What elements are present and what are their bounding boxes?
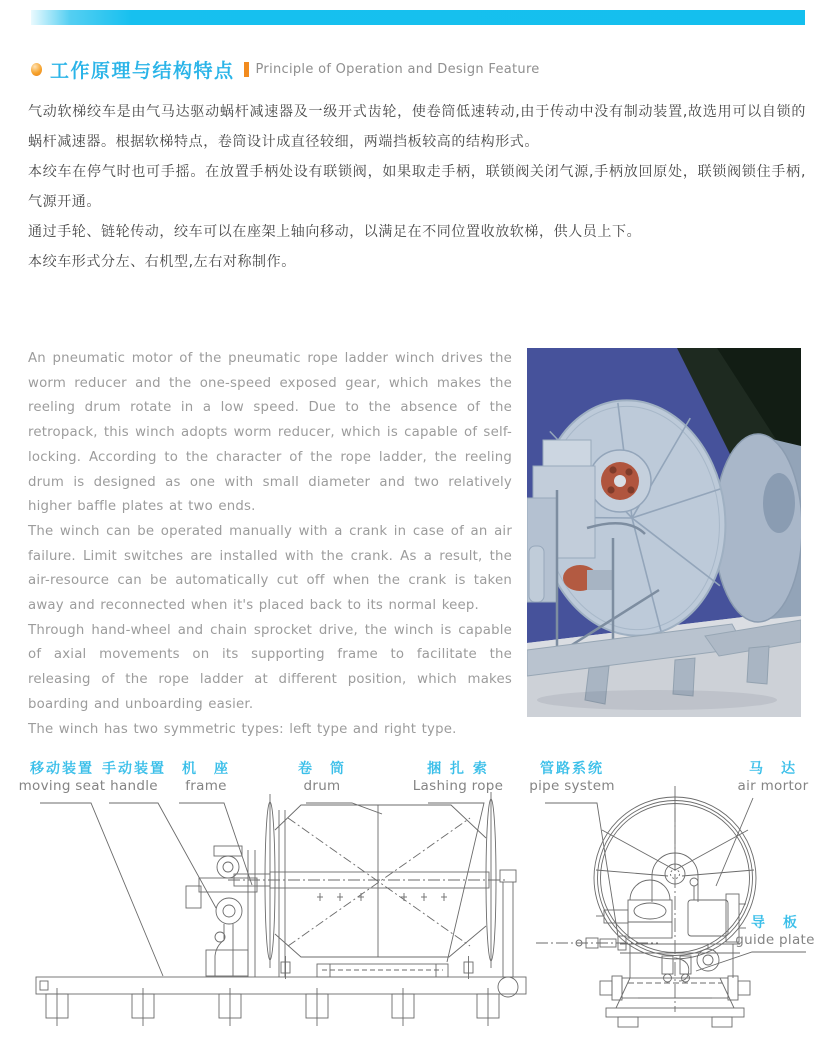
section-title-en: Principle of Operation and Design Feature xyxy=(255,61,540,77)
label-en: moving seat xyxy=(18,778,106,794)
section-heading xyxy=(31,56,540,82)
paragraph-en-1: An pneumatic motor of the pneumatic rope ladder winch drives the worm reducer and the one-speed exposed gear, which makes the reeling drum rotate in a low speed. Due to the absence of the retropack, this winch adopts worm reducer, which is capable of self-locking. According to the character of the rope ladder, the reeling drum is designed as one with small diameter and two relatively higher baffle plates at two ends. xyxy=(28,351,512,515)
side-view xyxy=(36,792,526,1026)
english-description xyxy=(28,347,512,742)
label-en: drum xyxy=(303,778,341,794)
diagram-label-lashing-rope xyxy=(402,761,514,795)
paragraph-cn-1: 气动软梯绞车是由气马达驱动蜗杆减速器及一级开式齿轮，使卷筒低速转动,由于传动中没有制动装置,故选用可以自锁的蜗杆减速器。根据软梯特点，卷筒设计成直径较细，两端挡板较高的结构形式。 xyxy=(28,104,806,150)
label-cn: 机 座 xyxy=(182,761,230,777)
label-en: frame xyxy=(185,778,227,794)
paragraph-en-2: The winch can be operated manually with a crank in case of an air failure. Limit switches are installed with the crank. As a result, the air-resource can be automatically cut off when the crank is taken away and reconnected when it's placed back to its normal keep. xyxy=(28,523,512,614)
paragraph-en-4: The winch has two symmetric types: left type and right type. xyxy=(28,721,457,737)
label-en: guide plate xyxy=(735,932,815,948)
label-en: pipe system xyxy=(529,778,615,794)
label-cn: 移动装置 xyxy=(30,761,94,777)
label-cn: 捆 扎 索 xyxy=(427,761,489,777)
label-en: Lashing rope xyxy=(412,778,504,794)
label-cn: 卷 筒 xyxy=(298,761,346,777)
orange-bar-icon xyxy=(244,62,249,77)
diagram-label-air-motor xyxy=(717,761,829,795)
technical-diagram xyxy=(0,750,830,1060)
paragraph-en-3: Through hand-wheel and chain sprocket drive, the winch is capable of axial movements on its supporting frame to facilitate the releasing of the rope ladder at different position, which makes boarding and unboarding easier. xyxy=(28,622,512,712)
section-title-cn: 工作原理与结构特点 xyxy=(50,59,235,82)
diagram-line-art xyxy=(0,750,830,1060)
diagram-label-drum xyxy=(266,761,378,795)
top-accent-bar xyxy=(31,10,805,25)
front-view xyxy=(536,786,806,1027)
paragraph-cn-2: 本绞车在停气时也可手摇。在放置手柄处设有联锁阀，如果取走手柄，联锁阀关闭气源,手柄放回原处，联锁阀锁住手柄,气源开通。 xyxy=(28,164,806,210)
paragraph-cn-3: 通过手轮、链轮传动，绞车可以在座架上轴向移动，以满足在不同位置收放软梯，供人员上下。 xyxy=(28,224,642,240)
label-cn: 马 达 xyxy=(749,761,797,777)
diagram-label-guide-plate xyxy=(719,915,830,949)
label-cn: 管路系统 xyxy=(540,761,604,777)
chinese-description xyxy=(28,97,806,277)
label-cn: 手动装置 xyxy=(102,761,166,777)
orange-ball-icon xyxy=(31,63,42,76)
winch-photo-art xyxy=(527,348,801,717)
label-en: air mortor xyxy=(737,778,809,794)
label-en: handle xyxy=(110,778,158,794)
diagram-label-pipe-system xyxy=(516,761,628,795)
winch-photo xyxy=(527,348,801,717)
diagram-label-frame xyxy=(150,761,262,795)
paragraph-cn-4: 本绞车形式分左、右机型,左右对称制作。 xyxy=(28,254,296,270)
label-cn: 导 板 xyxy=(751,915,799,931)
